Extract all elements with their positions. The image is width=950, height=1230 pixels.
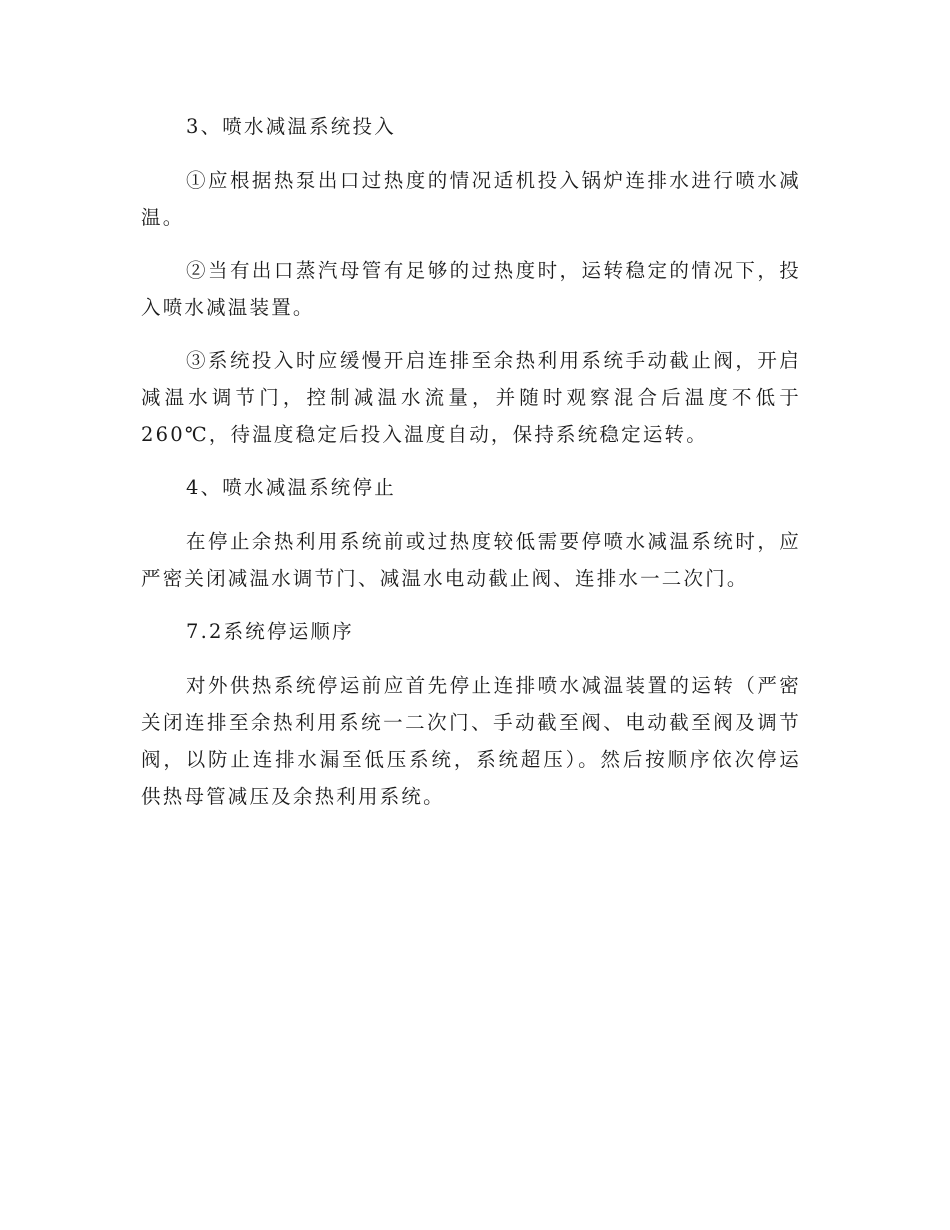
paragraph-item-1: ①应根据热泵出口过热度的情况适机投入锅炉连排水进行喷水减温。	[141, 169, 801, 229]
paragraph-item-3: ③系统投入时应缓慢开启连排至余热利用系统手动截止阀，开启减温水调节门，控制减温水流量，并随时观察混合后温度不低于260℃，待温度稳定后投入温度自动，保持系统稳定运转。	[141, 349, 801, 446]
section-heading-shutdown-order: 7.2系统停运顺序	[186, 620, 354, 643]
paragraph-shutdown-order: 对外供热系统停运前应首先停止连排喷水减温装置的运转（严密关闭连排至余热利用系统一二次门、手动截至阀、电动截至阀及调节阀，以防止连排水漏至低压系统，系统超压）。然后按顺序依次停运供热母管减压及余热利用系统。	[141, 674, 801, 808]
paragraph-stop-procedure: 在停止余热利用系统前或过热度较低需要停喷水减温系统时，应严密关闭减温水调节门、减温水电动截止阀、连排水一二次门。	[141, 530, 801, 590]
paragraph-item-2: ②当有出口蒸汽母管有足够的过热度时，运转稳定的情况下，投入喷水减温装置。	[141, 259, 801, 319]
section-heading-spray-stop: 4、喷水减温系统停止	[186, 476, 396, 499]
document-body	[141, 108, 801, 831]
section-heading-spray-startup: 3、喷水减温系统投入	[186, 115, 396, 138]
